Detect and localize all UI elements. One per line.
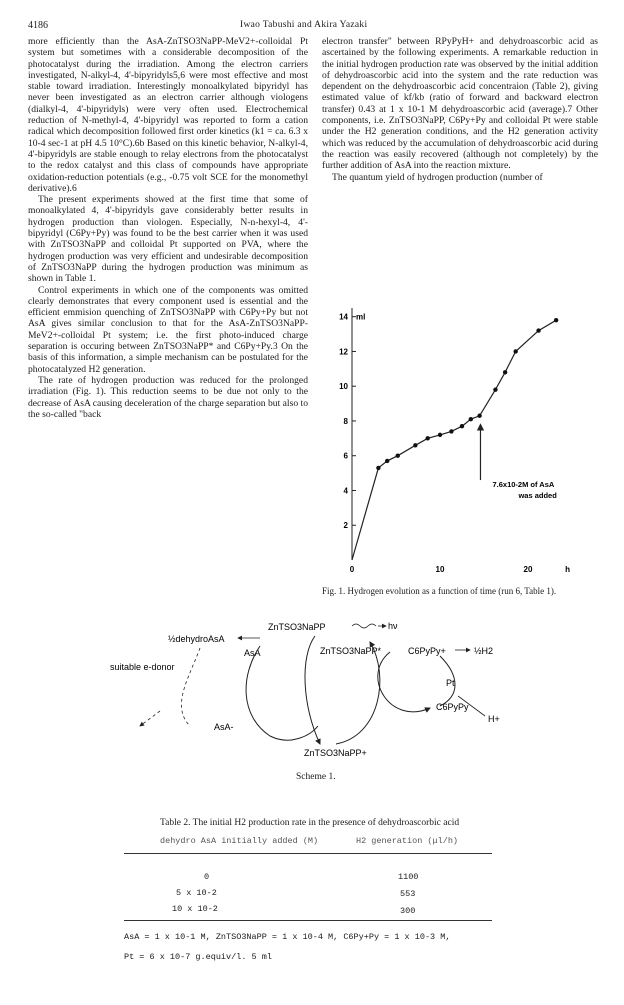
- data-point: [513, 349, 517, 353]
- annotation-text: was added: [518, 491, 557, 501]
- data-point: [413, 443, 417, 447]
- paragraph: more efficiently than the AsA-ZnTSO3NaPP-MeV2+-colloidal Pt system but sometimes with a considerable decomposition of the photocatalyst during the irradiation. Among the electron carriers investigated, N-alkyl-4, 4'-bipyridyls5,6 were most effective and most stable toward irradiation. Interestingly monoalkylated bipyridyl has never been investigated as an electron carrier although viologens (dialkyl-4, 4'-bipyridyls) were very often used. Electrochemical reduction of N-methyl-4, 4'-bipyridyl was reported to form a cation radical which decomposition followed first order kinetics (k1 = ca. 6.3 x 10-4 sec-1 at pH 4.5 10°C).6b Based on this kinetic behavior, N-alkyl-4, 4'-bipyridyls are stable enough to relay electrons from the photocatalyst to the redox catalyst and this class of compounds have appropriate oxidation-reduction potentials (e.g., -0.75 volt SCE for the monomethyl derivative).6: [28, 36, 308, 194]
- scheme-excited: ZnTSO3NaPP*: [320, 646, 382, 656]
- paragraph: The present experiments showed at the first time that some of monoalkylated 4, 4'-bipyridyls gave considerably better results in hydrogen production than viologen. Especially, N-n-hexyl-4, 4'-bipyridyl (C6Py+Py) was found to be the best carrier when it was used with ZnTSO3NaPP and colloidal Pt supported on PVA, where the hydrogen production was very efficient and undesirable decomposition of ZnTSO3NaPP during the hydrogen production was minimum as shown in Table 1.: [28, 194, 308, 285]
- table-rule: [124, 853, 492, 854]
- figure-caption: Fig. 1. Hydrogen evolution as a function of time (run 6, Table 1).: [322, 586, 557, 596]
- scheme-zntso3napp: ZnTSO3NaPP: [268, 622, 326, 632]
- table-footnote: AsA = 1 x 10-1 M, ZnTSO3NaPP = 1 x 10-4 M, C6Py+Py = 1 x 10-3 M,: [124, 932, 451, 942]
- scheme-c6pypy-plus: C6PyPy+: [408, 646, 446, 656]
- hydrogen-evolution-chart: [322, 298, 602, 588]
- table-caption: Table 2. The initial H2 production rate in the presence of dehydroascorbic acid: [160, 818, 460, 828]
- scheme-caption: Scheme 1.: [296, 772, 336, 782]
- table-header-dehydro: dehydro AsA initially added (M): [160, 836, 319, 846]
- scheme-asa-minus: AsA-: [214, 722, 234, 732]
- data-point: [376, 466, 380, 470]
- table-cell: 0: [204, 872, 210, 882]
- data-point: [536, 328, 540, 332]
- x-tick-label: 10: [435, 565, 445, 574]
- scheme-h-plus: H+: [488, 714, 500, 724]
- paragraph: The quantum yield of hydrogen production (number of: [332, 171, 543, 183]
- page-number: 4186: [28, 20, 48, 31]
- donor-dashed-path: [181, 648, 200, 726]
- table-cell: 5 x 10-2: [176, 888, 217, 898]
- annotation-text: 7.6x10-2M of AsA: [492, 480, 555, 490]
- y-tick-label: 2: [343, 521, 348, 531]
- data-point: [460, 424, 464, 428]
- y-tick-label: 4: [343, 486, 348, 496]
- light-wave-icon: [352, 624, 376, 628]
- y-tick-label: 8: [343, 416, 348, 426]
- table-rule: [124, 920, 492, 921]
- table-cell: 300: [400, 906, 416, 916]
- y-tick-label: 14: [339, 312, 348, 322]
- scheme-donor: suitable e-donor: [110, 662, 175, 672]
- paragraph: The rate of hydrogen production was reduced for the prolonged irradiation (Fig. 1). This reduction seems to be due not only to the decrease of AsA causing deceleration of the charge separation but also to the so-called "back: [28, 374, 308, 420]
- scheme-c6pypy: C6PyPy: [436, 702, 469, 712]
- data-point: [493, 387, 497, 391]
- table-cell: 10 x 10-2: [172, 904, 218, 914]
- data-point: [385, 459, 389, 463]
- x-axis-label: h: [565, 565, 571, 574]
- photo-cycle-right-arc: [336, 642, 380, 744]
- scheme-dehydroasa: ½dehydroAsA: [168, 634, 225, 644]
- data-point: [554, 318, 558, 322]
- x-tick-label: 20: [523, 565, 533, 574]
- left-text-column: [28, 36, 308, 420]
- scheme-cation: ZnTSO3NaPP+: [304, 748, 367, 758]
- data-point: [503, 370, 507, 374]
- data-point: [477, 414, 481, 418]
- table-cell: 553: [400, 889, 416, 899]
- table-header-h2: H2 generation (μl/h): [356, 836, 459, 846]
- carrier-cycle-arc: [378, 652, 430, 712]
- series-line: [352, 320, 556, 560]
- y-tick-label: 6: [343, 451, 348, 461]
- paragraph: Control experiments in which one of the components was omitted clearly demonstrates that every component used is essential and the efficient emmision quenching of ZnTSO3NaPP with C6Py+Py but not AsA gives similar conclusion to that for the AsA-ZnTSO3NaPP-MeV2+-colloidal Pt system; i.e. the first photo-induced charge separation is occuring between ZnTSO3NaPP* and C6Py+Py.3 On the basis of this information, a simple mechanism can be postulated for the photocatalyzed H2 generation.: [28, 284, 308, 375]
- data-point: [425, 436, 429, 440]
- data-point: [449, 429, 453, 433]
- table-footnote: Pt = 6 x 10-7 g.equiv/l. 5 ml: [124, 952, 272, 962]
- table-cell: 1100: [398, 872, 419, 882]
- scheme-asa: AsA: [244, 648, 261, 658]
- right-text-column: [322, 36, 598, 183]
- data-point: [469, 417, 473, 421]
- running-header-authors: Iwao Tabushi and Akira Yazaki: [240, 20, 368, 30]
- reaction-scheme: [90, 616, 550, 766]
- y-tick-label: 10: [339, 382, 348, 392]
- data-point: [396, 454, 400, 458]
- paragraph: electron transfer" between RPyPyH+ and dehydroascorbic acid as ascertained by the following experiments. A remarkable reduction in the initial hydrogen production rate was observed by the initial addition of dehydroascorbic acid into the system and the rate reduction was dependent on the dehydroascorbic acid concentraion (Table 2), giving estimated value of kf/kb (ratio of forward and backward electron transfer) 0.43 at 1 x 10-1 M dehydroascorbic acid (average).7 Other components, i.e. ZnTSO3NaPP, C6Py+Py and colloidal Pt were stable under the H2 generation conditions, and the H2 generation activity which was reduced by the accumulation of dehydroascorbic acid during the reaction was easily recovered (although not completely) by the further addition of AsA into the reaction mixture.: [322, 36, 598, 172]
- scheme-hv: hν: [388, 621, 398, 631]
- photo-cycle-left-arc: [305, 636, 320, 744]
- scheme-pt: Pt: [446, 678, 455, 688]
- scheme-half-h2: ½H2: [474, 646, 494, 656]
- y-tick-label: 12: [339, 347, 348, 357]
- data-point: [438, 433, 442, 437]
- x-tick-label: 0: [349, 565, 355, 574]
- asa-cycle-arc: [246, 646, 318, 740]
- y-axis-label: ml: [356, 312, 366, 322]
